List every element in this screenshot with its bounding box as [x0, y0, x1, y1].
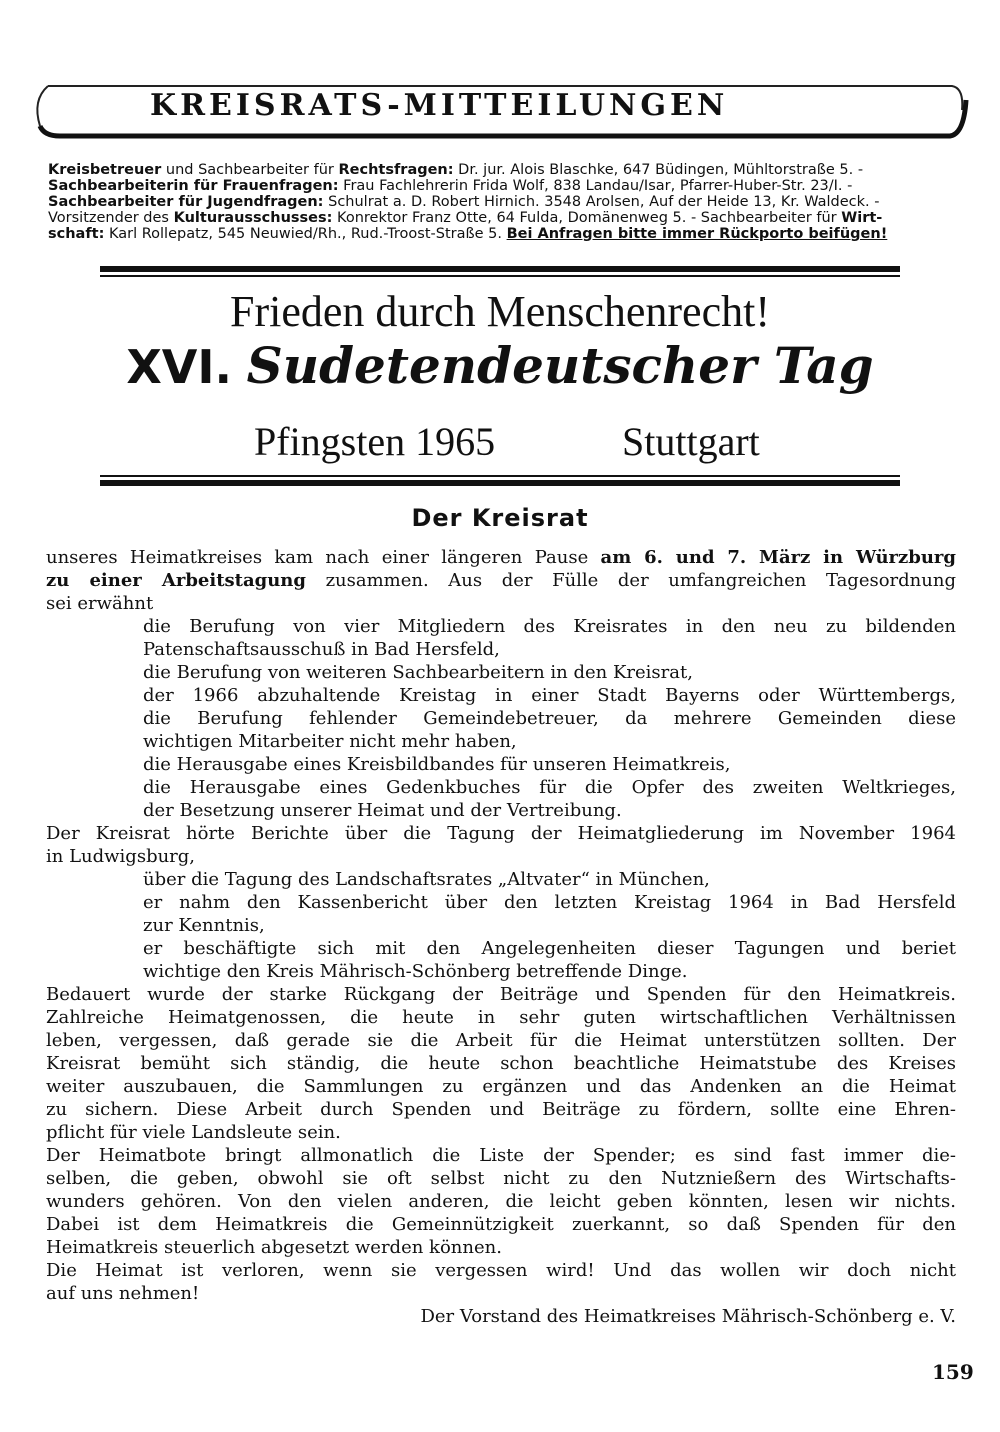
article-line	[46, 569, 956, 592]
contact-text: Schulrat a. D. Robert Hirnich. 3548 Arolsen, Auf der Heide 13, Kr. Waldeck. -	[323, 194, 880, 210]
article-emphasis: zu einer Arbeitstagung	[46, 570, 306, 591]
top-rule-thick	[100, 266, 900, 272]
article-line: Bedauert wurde der starke Rückgang der Beiträge und Spenden für den Heimatkreis.	[46, 984, 956, 1005]
contact-line	[48, 178, 968, 194]
article-line: sei erwähnt	[46, 593, 154, 614]
article-line: über die Tagung des Landschaftsrates „Altvater“ in München,	[143, 869, 710, 890]
contact-label: Wirt-	[841, 210, 883, 226]
contact-label: Kulturausschusses:	[173, 210, 333, 226]
article-line: die Herausgabe eines Gedenkbuches für die Opfer des zweiten Weltkrieges,	[143, 777, 956, 798]
article-line: weiter auszubauen, die Sammlungen zu ergänzen und das Andenken an die Heimat	[46, 1076, 956, 1097]
contact-text: Konrektor Franz Otte, 64 Fulda, Domänenweg 5. - Sachbearbeiter für	[332, 210, 842, 226]
motto-line: Frieden durch Menschenrecht!	[229, 287, 770, 336]
contact-label: Kreisbetreuer	[48, 162, 162, 178]
top-rule-thin	[100, 275, 900, 277]
article-line: die Berufung von weiteren Sachbearbeitern in den Kreisrat,	[143, 662, 693, 683]
article-line: Kreisrat bemüht sich ständig, die heute schon beachtliche Heimatstube des Kreises	[46, 1053, 956, 1074]
event-title	[0, 336, 1000, 395]
article-line: wichtige den Kreis Mährisch-Schönberg betreffende Dinge.	[143, 961, 688, 982]
contact-text: Frau Fachlehrerin Frida Wolf, 838 Landau/Isar, Pfarrer-Huber-Str. 23/I. -	[338, 178, 853, 194]
article-line: er beschäftigte sich mit den Angelegenheiten dieser Tagungen und beriet	[143, 938, 956, 959]
contact-label: schaft:	[48, 226, 105, 242]
article-line: Der Heimatbote bringt allmonatlich die Liste der Spender; es sind fast immer die-	[46, 1145, 956, 1166]
contact-text: Vorsitzender des	[48, 210, 174, 226]
article-emphasis: am 6. und 7. März in Würzburg	[600, 547, 956, 568]
article-title: Der Kreisrat	[411, 504, 589, 532]
article-line: Heimatkreis steuerlich abgesetzt werden können.	[46, 1237, 502, 1258]
contact-label: Sachbearbeiterin für Frauenfragen:	[48, 178, 339, 194]
article-line: der Besetzung unserer Heimat und der Vertreibung.	[143, 800, 622, 821]
page-number: 159	[932, 1360, 974, 1384]
bottom-rule-thick	[100, 480, 900, 486]
contact-line	[48, 162, 968, 178]
article-line: wunders gehören. Von den vielen anderen, die leicht geben könnten, lesen wir nichts.	[46, 1191, 956, 1212]
contact-text: Dr. jur. Alois Blaschke, 647 Büdingen, Mühltorstraße 5. -	[453, 162, 864, 178]
contact-line	[48, 210, 968, 226]
contact-text: und Sachbearbeiter für	[161, 162, 339, 178]
signature: Der Vorstand des Heimatkreises Mährisch-Schönberg e. V.	[420, 1306, 956, 1327]
contact-line	[48, 194, 968, 210]
article-line: Patenschaftsausschuß in Bad Hersfeld,	[143, 639, 500, 660]
article-line: in Ludwigsburg,	[46, 846, 196, 867]
article-line: zur Kenntnis,	[143, 915, 265, 936]
event-date: Pfingsten 1965	[254, 419, 496, 464]
article-text: zusammen. Aus der Fülle der umfangreichen Tagesordnung	[305, 570, 956, 591]
article-text: unseres Heimatkreises kam nach einer längeren Pause	[46, 547, 601, 568]
article-line: pflicht für viele Landsleute sein.	[46, 1122, 341, 1143]
contact-line	[48, 226, 968, 242]
article-line	[46, 546, 956, 569]
article-line: die Berufung fehlender Gemeindebetreuer, da mehrere Gemeinden diese	[143, 708, 956, 729]
event-number: XVI.	[126, 340, 232, 394]
article-body	[46, 546, 956, 1328]
event-place: Stuttgart	[622, 419, 760, 464]
article-line: zu sichern. Diese Arbeit durch Spenden und Beiträge zu fördern, sollte eine Ehren-	[46, 1099, 956, 1120]
article-line: selben, die geben, obwohl sie oft selbst nicht zu den Nutznießern des Wirtschafts-	[46, 1168, 956, 1189]
article-line: der 1966 abzuhaltende Kreistag in einer Stadt Bayerns oder Württembergs,	[143, 685, 956, 706]
article-line: die Herausgabe eines Kreisbildbandes für unseren Heimatkreis,	[143, 754, 731, 775]
article-line: Die Heimat ist verloren, wenn sie vergessen wird! Und das wollen wir doch nicht	[46, 1260, 956, 1281]
article-line: leben, vergessen, daß gerade sie die Arbeit für die Heimat unterstützen sollten. Der	[46, 1030, 956, 1051]
event-name: Sudetendeutscher Tag	[246, 336, 874, 395]
contact-label: Sachbearbeiter für Jugendfragen:	[48, 194, 324, 210]
bottom-rule-thin	[100, 475, 900, 477]
contact-label: Rechtsfragen:	[338, 162, 454, 178]
contact-text: Karl Rollepatz, 545 Neuwied/Rh., Rud.-Troost-Straße 5.	[104, 226, 507, 242]
article-line: die Berufung von vier Mitgliedern des Kreisrates in den neu zu bildenden	[143, 616, 956, 637]
article-line: er nahm den Kassenbericht über den letzten Kreistag 1964 in Bad Hersfeld	[143, 892, 956, 913]
article-line: Dabei ist dem Heimatkreis die Gemeinnützigkeit zuerkannt, so daß Spenden für den	[46, 1214, 956, 1235]
article-line: Der Kreisrat hörte Berichte über die Tagung der Heimatgliederung im November 1964	[46, 823, 956, 844]
contact-block	[48, 162, 968, 242]
article-line: Zahlreiche Heimatgenossen, die heute in sehr guten wirtschaftlichen Verhältnissen	[46, 1007, 956, 1028]
return-postage-notice: Bei Anfragen bitte immer Rückporto beifügen!	[506, 226, 888, 242]
article-line: wichtigen Mitarbeiter nicht mehr haben,	[143, 731, 517, 752]
article-line: auf uns nehmen!	[46, 1283, 200, 1304]
section-header-title: KREISRATS-MITTEILUNGEN	[150, 88, 729, 123]
